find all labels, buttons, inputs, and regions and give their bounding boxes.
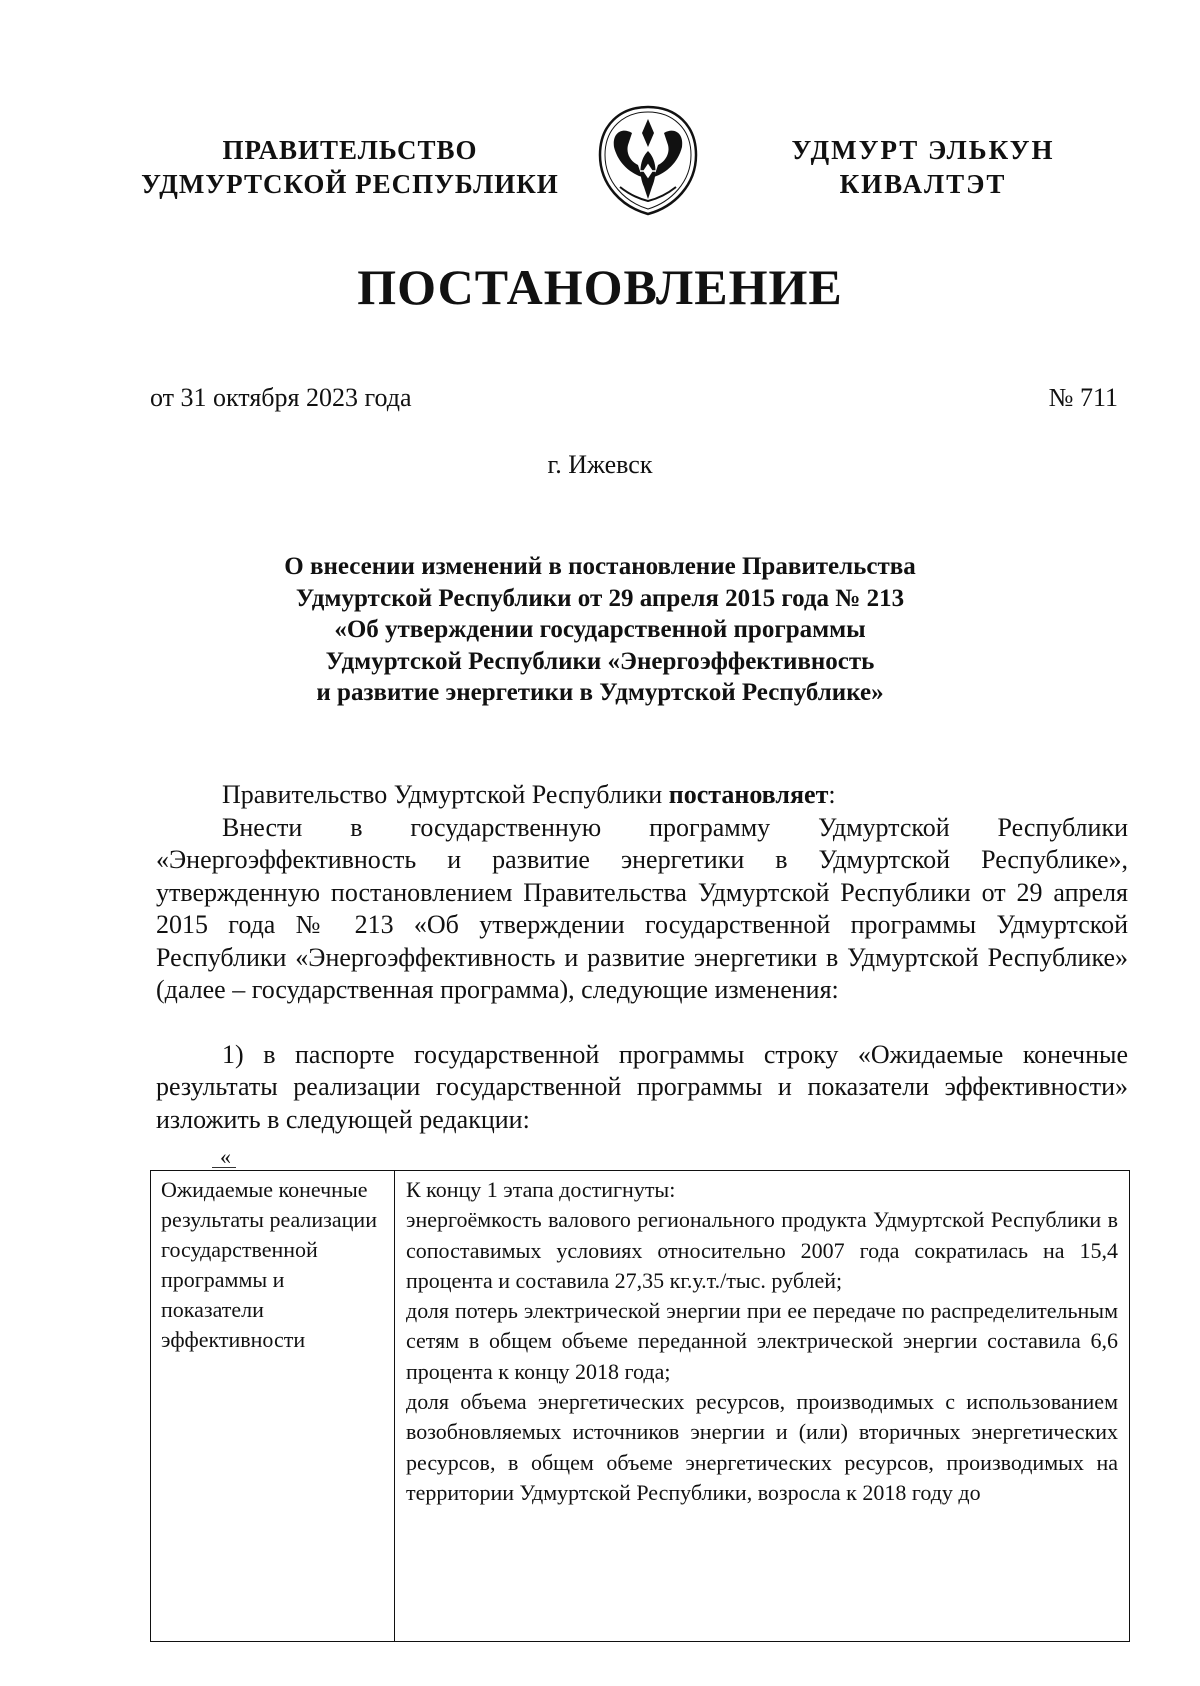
document-type: ПОСТАНОВЛЕНИЕ — [357, 259, 843, 315]
document-date: от 31 октября 2023 года — [150, 383, 412, 412]
title-line: О внесении изменений в постановление Правительства — [284, 553, 916, 580]
preamble — [156, 779, 1128, 811]
title-line: Удмуртской Республики от 29 апреля 2015 года № 213 — [295, 584, 905, 612]
header-left-line1: ПРАВИТЕЛЬСТВО — [222, 135, 478, 165]
passport-table — [150, 1170, 1130, 1642]
government-name-udmurt — [768, 133, 1078, 201]
document-city: г. Ижевск — [547, 450, 653, 479]
government-name-russian — [130, 133, 570, 201]
title-line: и развитие энергетики в Удмуртской Республике» — [316, 679, 884, 706]
header-right-line2: КИВАЛТЭТ — [839, 169, 1007, 199]
table-cell-label: Ожидаемые конечные результаты реализации государственной программы и показатели эффективности — [161, 1177, 377, 1352]
table-content-line: энергоёмкость валового регионального продукта Удмуртской Республики в сопоставимых условиях относительно 2007 года сократилась на 15,4 процента и составила 27,35 кг.у.т./тыс. рублей; — [406, 1207, 1118, 1293]
header-right-line1: УДМУРТ ЭЛЬКУН — [791, 135, 1055, 165]
table-content-line: К концу 1 этапа достигнуты: — [406, 1177, 676, 1202]
table-content-line: доля объема энергетических ресурсов, производимых с использованием возобновляемых источников энергии и (или) вторичных энергетических ресурсов, в общем объеме энергетических ресурсов, производимых на территории Удмуртской Республики, возросла к 2018 году до — [406, 1389, 1118, 1505]
preamble-start: Правительство Удмуртской Республики — [222, 780, 669, 809]
opening-quote-mark: « — [220, 1144, 231, 1169]
header-left-line2: УДМУРТСКОЙ РЕСПУБЛИКИ — [141, 169, 559, 199]
preamble-resolves: постановляет — [668, 780, 829, 809]
document-number: № 711 — [1048, 383, 1118, 412]
paragraph-amendment: Внести в государственную программу Удмуртской Республики «Энергоэффективность и развитие энергетики в Удмуртской Республике», утвержденную постановлением Правительства Удмуртской Республики от 29 апреля 2015 года № 213 «Об утверждении государственной программы Удмуртской Республики «Энергоэффективность и развитие энергетики в Удмуртской Республике» (далее – государственная программа), следующие изменения: — [156, 813, 1128, 1005]
title-line: Удмуртской Республики «Энергоэффективность — [325, 647, 875, 675]
table-cell-content — [406, 1175, 1118, 1508]
paragraph-item-1: 1) в паспорте государственной программы строку «Ожидаемые конечные результаты реализации государственной программы и показатели эффективности» изложить в следующей редакции: — [156, 1040, 1128, 1134]
table-content-line: доля потерь электрической энергии при ее передаче по распределительным сетям в общем объеме переданной электрической энергии составила 6,6 процента к концу 2018 года; — [406, 1298, 1118, 1384]
udmurtia-coat-of-arms-icon — [592, 103, 704, 218]
preamble-colon: : — [828, 780, 836, 809]
title-line: «Об утверждении государственной программы — [334, 616, 866, 643]
quote-underline — [212, 1167, 236, 1168]
document-title — [250, 551, 950, 709]
table-column-divider — [394, 1171, 395, 1641]
